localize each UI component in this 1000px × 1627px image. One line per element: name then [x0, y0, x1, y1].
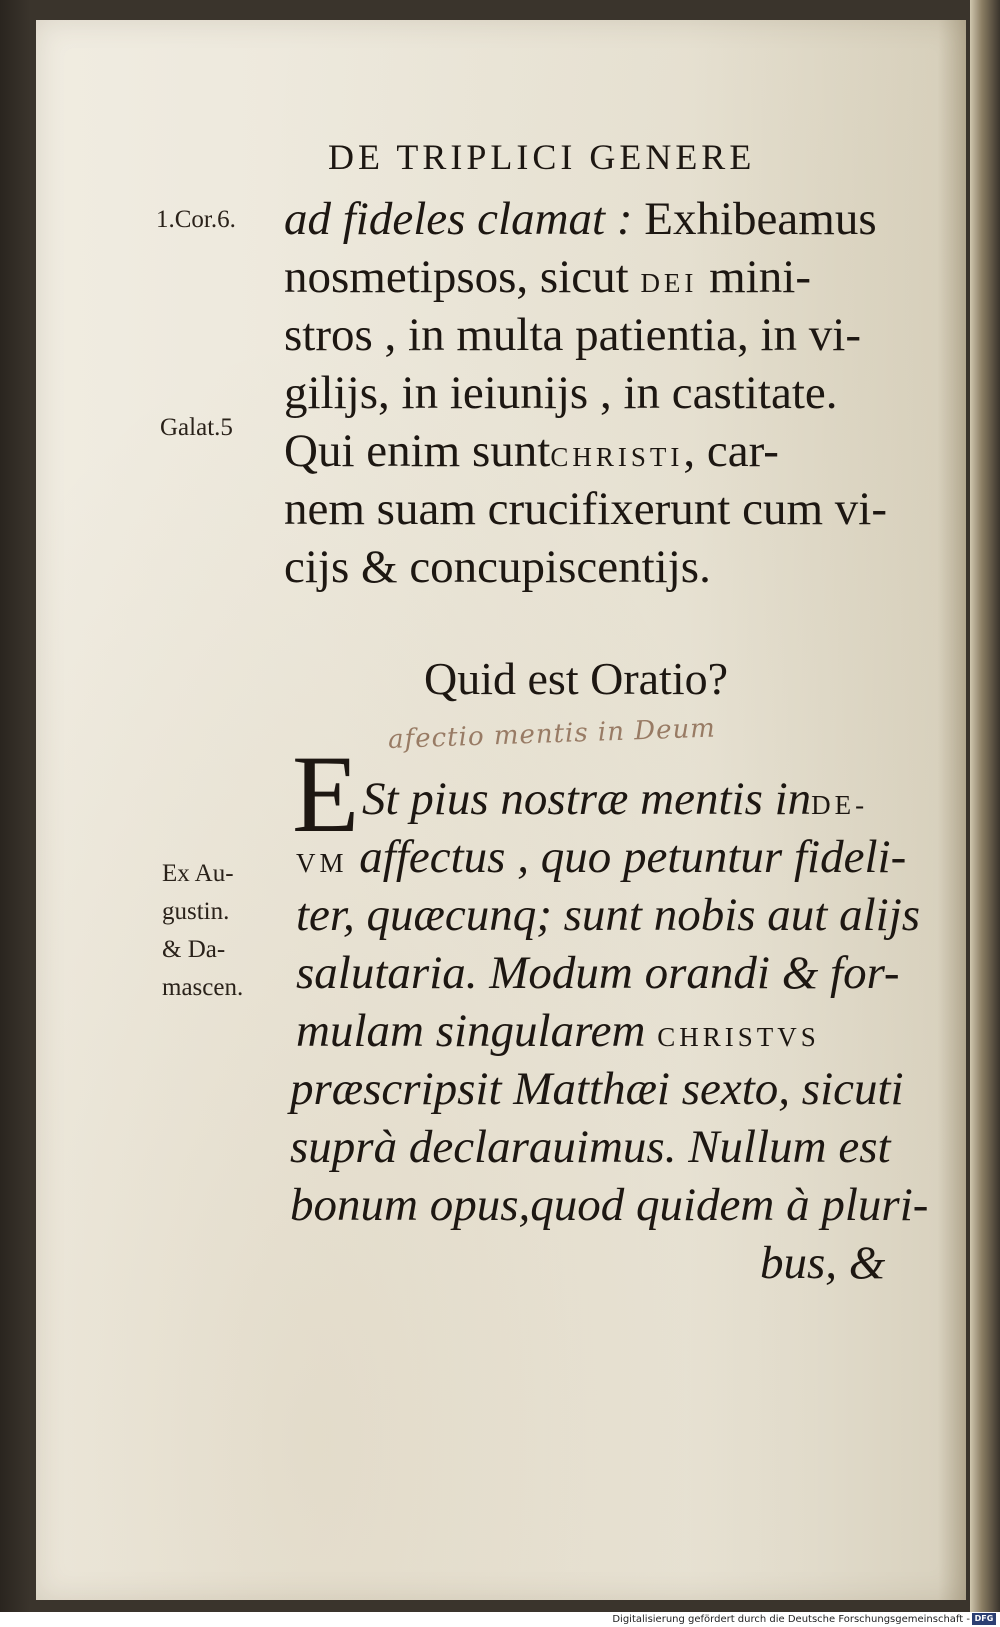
handwritten-annotation: afectio mentis in Deum: [387, 713, 717, 755]
text-line-2-a: nosmetipsos, sicut: [284, 251, 641, 303]
text-line-2: [284, 248, 894, 312]
text-line-7: cijs & concupiscentijs.: [284, 541, 711, 593]
text-line-6: nem suam crucifixerunt cum vi-: [284, 483, 887, 535]
text-line-5-a: Qui enim sunt: [284, 425, 551, 477]
text-line-5-b: , car-: [683, 425, 779, 477]
italic-line-2: [296, 828, 906, 892]
italic-line-7: suprà declarauimus. Nullum est: [290, 1121, 891, 1173]
italic-line-1: [362, 770, 892, 834]
dfg-logo: DFG: [972, 1613, 996, 1625]
margin-note-da: & Da-: [162, 936, 226, 963]
margin-note-galat: Galat.5: [160, 414, 233, 441]
text-line-5: [284, 422, 894, 486]
italic-line-5: [296, 1002, 906, 1066]
margin-note-mascen: mascen.: [162, 974, 244, 1001]
smallcaps-christi: CHRISTI: [550, 442, 684, 472]
text-line-3: stros , in multa patientia, in vi-: [284, 309, 861, 361]
italic-line-6: præscripsit Matthæi sexto, sicuti: [290, 1063, 904, 1115]
running-head: DE TRIPLICI GENERE: [328, 137, 756, 177]
italic-line-5-a: mulam singularem: [296, 1005, 658, 1057]
footer-strip: [0, 1612, 1000, 1627]
smallcaps-christvs: CHRISTVS: [657, 1022, 820, 1052]
smallcaps-dei: DEI: [640, 268, 698, 298]
text-line-1-italic: ad fideles clamat :: [284, 193, 645, 245]
funding-credit: Digitalisierung gefördert durch die Deutsche Forschungsgemeinschaft -: [612, 1614, 970, 1625]
text-line-2-b: mini-: [697, 251, 811, 303]
text-line-4: gilijs, in ieiunijs , in castitate.: [284, 367, 838, 419]
drop-cap: E: [292, 733, 360, 855]
text-line-1: [284, 190, 894, 248]
smallcaps-deum-2: VM: [296, 848, 348, 878]
italic-line-9: bus, &: [760, 1237, 886, 1289]
margin-note-ex-au: Ex Au-: [162, 860, 234, 887]
section-heading: Quid est Oratio?: [424, 653, 729, 704]
italic-line-1-a: St pius nostræ mentis in: [362, 773, 812, 825]
italic-line-3: ter, quæcunq; sunt nobis aut alijs: [296, 889, 921, 941]
book-gutter: [970, 0, 1000, 1612]
margin-note-gustin: gustin.: [162, 898, 230, 925]
italic-line-8: bonum opus,quod quidem à pluri-: [290, 1179, 929, 1231]
italic-line-2-b: affectus , quo petuntur fideli-: [347, 831, 907, 883]
text-line-1-roman: Exhibeamus: [644, 193, 877, 245]
italic-line-4: salutaria. Modum orandi & for-: [296, 947, 900, 999]
smallcaps-deum-1: DE-: [811, 790, 869, 820]
margin-note-cor: 1.Cor.6.: [156, 206, 236, 233]
